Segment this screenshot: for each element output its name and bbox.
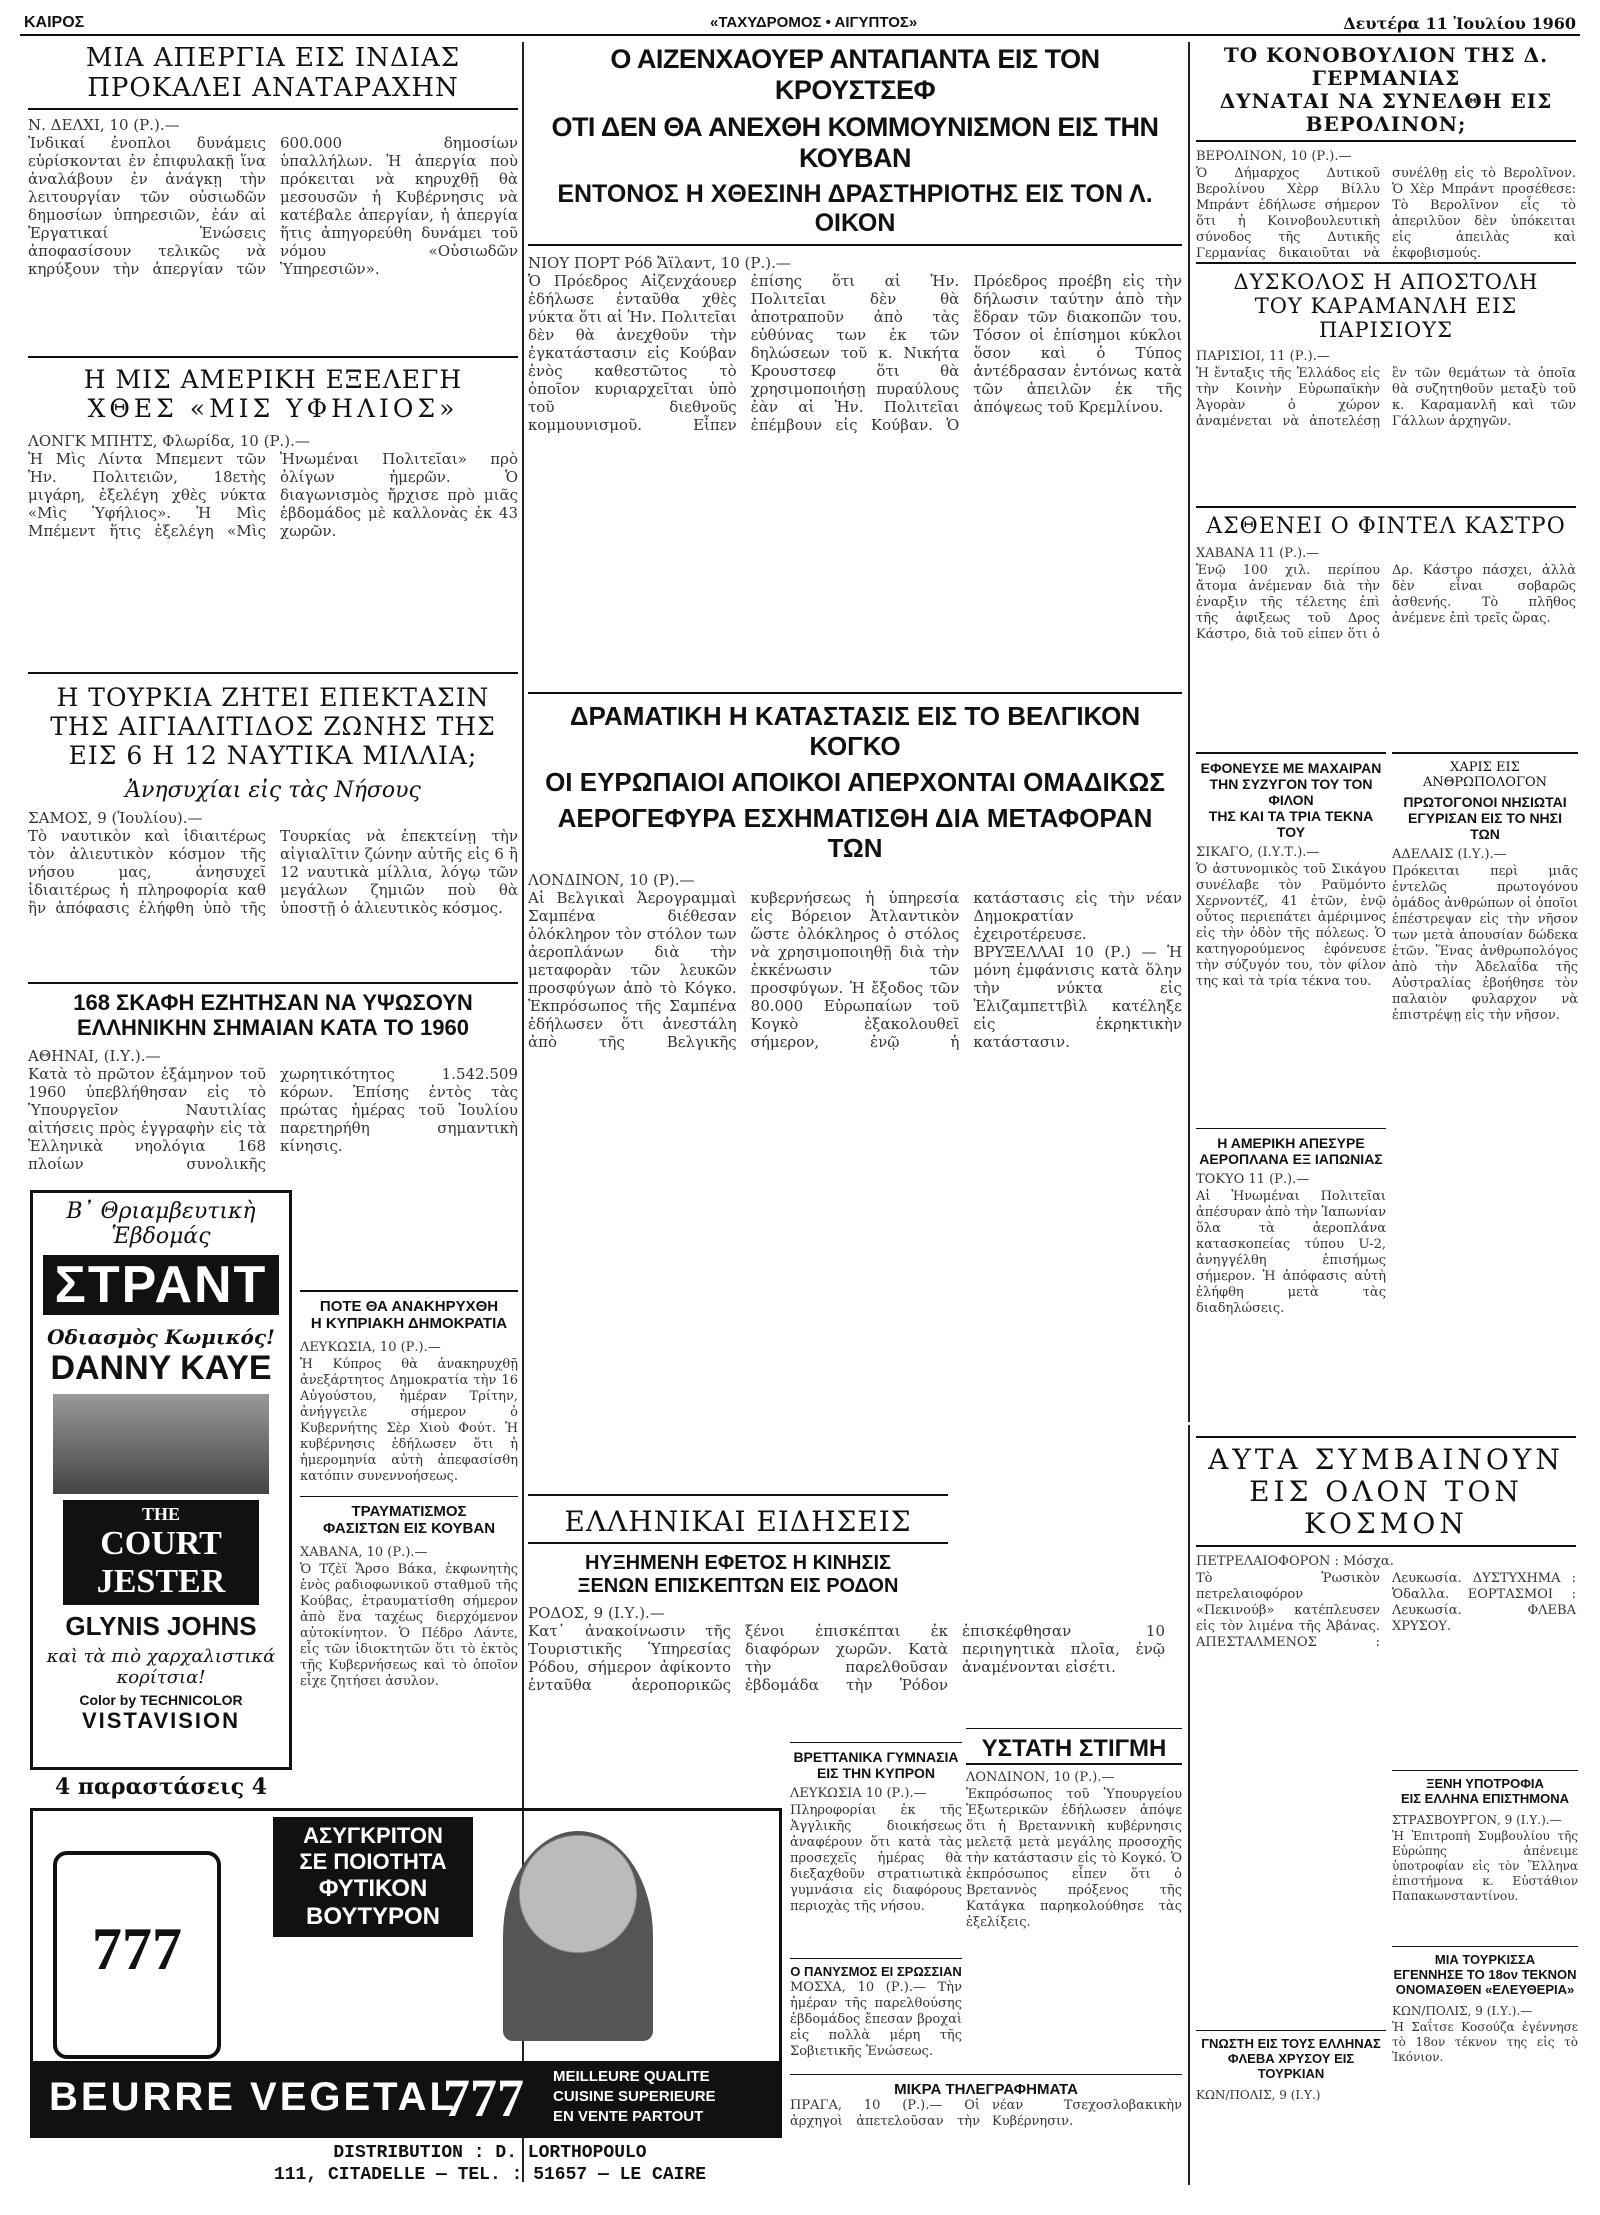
- article-karamanlis: [1196, 262, 1576, 502]
- butter-tag-1: MEILLEURE QUALITE: [553, 2068, 710, 2085]
- article-tiny: [790, 2074, 1182, 2184]
- headline-murder-2: ΤΗΝ ΣΥΖΥΓΟΝ ΤΟΥ ΤΟΝ ΦΙΛΟΝ: [1209, 776, 1373, 809]
- headline-goldvein: ΓΝΩΣΤΗ ΕΙΣ ΤΟΥΣ ΕΛΛΗΝΑΣ: [1201, 2036, 1381, 2051]
- butter-ad: [30, 1808, 782, 2138]
- dateline-turkgirl: ΚΩΝ/ΠΟΛΙΣ, 9 (Ι.Υ.).—: [1392, 2003, 1533, 2018]
- headline-bundestag: ΤΟ ΚΟΝΟΒΟΥΛΙΟΝ ΤΗΣ Δ. ΓΕΡΜΑΝΙΑΣ: [1223, 43, 1549, 90]
- headline-murder-3: ΤΗΣ ΚΑΙ ΤΑ ΤΡΙΑ ΤΕΚΝΑ ΤΟΥ: [1208, 808, 1374, 841]
- article-india: [28, 44, 518, 344]
- cinema-film-3: JESTER: [96, 1563, 226, 1600]
- headline-missamerica: Η ΜΙΣ ΑΜΕΡΙΚΗ ΕΞΕΛΕΓΗ: [83, 365, 463, 394]
- subheadline-greek-1: ΗΥΞΗΜΕΝΗ ΕΦΕΤΟΣ Η ΚΙΝΗΣΙΣ: [584, 1552, 892, 1575]
- dateline-world: ΠΕΤΡΕΛΑΙΟΦΟΡΟΝ : Μόσχα.: [1196, 1553, 1394, 1569]
- headline-ships-2: ΕΛΛΗΝΙΚΗΝ ΣΗΜΑΙΑΝ ΚΑΤΑ ΤΟ 1960: [77, 1015, 469, 1041]
- dateline-grace: ΑΔΕΛΑΙΣ (Ι.Υ.).—: [1392, 847, 1507, 863]
- headline-eisenhower-3: ΕΝΤΟΝΟΣ Η ΧΘΕΣΙΝΗ ΔΡΑΣΤΗΡΙΟΤΗΣ ΕΙΣ ΤΟΝ Λ. ΟΙΚΟΝ: [528, 180, 1182, 246]
- dateline-missamerica: ΛΟΝΓΚ ΜΠΗΤΣ, Φλωρίδα, 10 (Ρ.).—: [28, 431, 310, 450]
- article-students: [1392, 1770, 1578, 1940]
- headline-world-2: ΕΙΣ ΟΛΟΝ ΤΟΝ ΚΟΣΜΟΝ: [1196, 1476, 1576, 1546]
- body-cuba: Ὁ Τζὲϊ Ἄρσο Βάκα, ἐκφωνητὴς ἑνὸς ραδιοφωνικοῦ σταθμοῦ τῆς Κούβας, ἐτραυματίσθη σήμερον ἀπὸ ἕνα ταχέως διερχόμενον αὐτοκίνητον. Ὁ Πέδρο Λάντε, εἷς τῶν ἰδιοκτητῶν ὅτι τὸ ἐκτὸς τῆς Κυβερνήσεως καὶ τὸ ὁποῖον εἶχε ζητήσει ἀσυλον.: [300, 1561, 518, 1689]
- body-grace: Πρόκειται περὶ μιᾶς ἐντελῶς πρωτογόνου ὁμάδος ἀνθρώπων οἱ ὁποῖοι ἐπέστρεψαν εἰς τὴν νῆσον των μετὰ ἀπουσίαν δώδεκα ἐτῶν. Ἕνας ἀνθρωπολόγος ἀπὸ τὴν Ἀδελαΐδα τῆς Αὐστραλίας ἐβοήθησε τὸν παλαιὸν φυλαρχον νὰ ἐπιστρέψῃ εἰς τὴν νῆσον.: [1392, 864, 1578, 1024]
- body-turkey: Τὸ ναυτικὸν καὶ ἰδιαιτέρως τὸν ἁλιευτικὸν κόσμον τῆς νήσου μας, ἀνησυχεῖ ἰδιαιτέρως ἡ πληροφορία καθ ἣν ἀπόφασις ἐλήφθη ὑπὸ τῆς Τουρκίας νὰ ἐπεκτείνῃ τὴν αἰγιαλῖτιν ζώνην αὐτῆς εἰς 6 ἢ 12 ναυτικὰ μίλλια, λόγῳ τῶν μεγάλων ζημιῶν ποὺ θὰ ὑποστῇ ὁ ἁλιευτικὸς κόσμος.: [28, 827, 518, 918]
- butter-tag-2: CUISINE SUPERIEURE: [553, 2088, 716, 2105]
- butter-headline-1: ΑΣΥΓΚΡΙΤΟΝ: [303, 1823, 443, 1848]
- body-bundestag: Ὁ Δήμαρχος Δυτικοῦ Βερολίνου Χὲρρ Βίλλυ Μπράντ ἐδήλωσε σήμερον ὅτι ἡ Κοινοβουλευτικὴ σύνοδος τῆς Δυτικῆς Γερμανίας δικαιοῦται νὰ συνέλθῃ εἰς τὸ Βερολῖνον. Ὁ Χὲρ Μπράντ προσέθεσε: Τὸ Βερολῖνον εἶς τὸ ἀπεριλῦον δὲν ὑπόκειται εἰς ἀπειλὰς καὶ ἐκφοβισμούς.: [1196, 166, 1576, 261]
- butter-dist-2: 111, CITADELLE — TEL. : 51657 — LE CAIRE: [273, 2165, 707, 2185]
- butter-tin-icon: [53, 1851, 221, 2059]
- headline-cuba-2: ΦΑΣΙΣΤΩΝ ΕΙΣ ΚΟΥΒΑΝ: [322, 1520, 496, 1538]
- headline-eisenhower-2: ΟΤΙ ΔΕΝ ΘΑ ΑΝΕΧΘΗ ΚΟΜΜΟΥΝΙΣΜΟΝ ΕΙΣ ΤΗΝ ΚΟΥΒΑΝ: [551, 112, 1159, 174]
- headline-bundestag-2: ΔΥΝΑΤΑΙ ΝΑ ΣΥΝΕΛΘΗ ΕΙΣ ΒΕΡΟΛΙΝΟΝ;: [1196, 90, 1576, 142]
- article-greek: [528, 1494, 1165, 1724]
- masthead: [20, 14, 1580, 36]
- cinema-tagline: Οδιασμὸς Κωμικός!: [47, 1325, 275, 1349]
- headline-britishtroops-2: ΕΙΣ ΤΗΝ ΚΥΠΡΟΝ: [816, 1765, 936, 1782]
- dateline-india: Ν. ΔΕΛΧΙ, 10 (Ρ.).—: [28, 115, 180, 134]
- headline-turkgirl-3: ΟΝΟΜΑΣΘΕΝ «ΕΛΕΥΘΕΡΙΑ»: [1395, 1981, 1575, 1997]
- headline-ships: 168 ΣΚΑΦΗ ΕΖΗΤΗΣΑΝ ΝΑ ΥΨΩΣΟΥΝ: [73, 990, 473, 1015]
- headline-cyprus: ΠΟΤΕ ΘΑ ΑΝΑΚΗΡΥΧΘΗ: [319, 1298, 499, 1315]
- dateline-eisenhower: ΝΙΟΥ ΠΟΡΤ Ρόδ Ἄϊλαντ, 10 (Ρ.).—: [528, 253, 791, 272]
- article-grace: [1392, 752, 1578, 1428]
- headline-cuba: ΤΡΑΥΜΑΤΙΣΜΟΣ: [351, 1503, 467, 1520]
- headline-world: ΑΥΤΑ ΣΥΜΒΑΙΝΟΥΝ: [1208, 1443, 1564, 1476]
- headline-britishtroops: ΒΡΕΤΤΑΝΙΚΑ ΓΥΜΝΑΣΙΑ: [793, 1749, 959, 1765]
- chef-icon: [503, 1831, 653, 2041]
- body-murder: Ὁ ἀστυνομικὸς τοῦ Σικάγου συνέλαβε τὸν Ραϋμόντο Χερνοντέζ, 41 ἐτῶν, ἐνῷ οὗτος περιεπάτει ἀμέριμνος εἰς τὴν ὁδὸν τῆς πόλεως. Ὁ κατηγορούμενος ἐφόνευσε τὴν σύζυγόν του, τὸν φίλον της καὶ τὰ τρία τέκνα του.: [1196, 862, 1386, 990]
- body-eisenhower: Ὁ Πρόεδρος Αἰζενχάουερ ἐδήλωσε ἐνταῦθα χθὲς νύκτα ὅτι αἱ Ἡν. Πολιτεῖαι δὲν θὰ ἀνεχθοῦν τὴν ἐγκατάστασιν εἰς Κούβαν ἑνὸς καθεστῶτος τὸ ὁποῖον κυριαρχεῖται ὑπὸ τοῦ διεθνοῦς κομμουνισμοῦ. Εἶπεν ἐπίσης ὅτι αἱ Ἡν. Πολιτεῖαι δὲν θὰ ἀποτραποῦν ἀπὸ τὰς εὐθύνας των ἐκ τῶν δηλώσεων τοῦ κ. Νικήτα Κρουστσεφ ὅτι θὰ χρησιμοποιήσῃ πυραύλους ἐὰν αἱ Ἡν. Πολιτεῖαι ἐπέμβουν εἰς Κούβαν. Ὁ Πρόεδρος προέβη εἰς τὴν δήλωσιν ταύτην ἀπὸ τὴν ἕδραν τῶν διακοπῶν του. Τόσον οἱ ἐπίσημοι κύκλοι ὅσον καὶ ὁ Τύπος ἀντέδρασαν ἐντόνως κατὰ τῶν ἀπειλῶν ἐκ τῆς ἀπόψεως τοῦ Κρεμλίνου.: [528, 271, 1182, 434]
- dateline-turkey: ΣΑΜΟΣ, 9 (Ἰουλίου).—: [28, 809, 203, 828]
- dateline-castro: ΧΑΒΑΝΑ 11 (Ρ.).—: [1196, 546, 1320, 562]
- article-usjapan: [1196, 1128, 1386, 1428]
- article-ships: [28, 982, 518, 1182]
- article-panhydrism: [790, 1958, 962, 2068]
- headline-goldvein-2: ΦΛΕΒΑ ΧΡΥΣΟΥ ΕΙΣ ΤΟΥΡΚΙΑΝ: [1227, 2050, 1355, 2081]
- body-usjapan: Αἱ Ἡνωμέναι Πολιτεῖαι ἀπέσυραν ἀπὸ τὴν Ἰαπωνίαν ὅλα τὰ ἀεροπλάνα κατασκοπείας τύπου U-2, ἀνηγγέλθη ἐπισήμως σήμερον. Ἡ ἀπόφασις αὐτὴ ἐλήφθη μετὰ τὰς διαδηλώσεις.: [1196, 1189, 1386, 1317]
- article-castro: [1196, 506, 1576, 746]
- headline-congo: ΔΡΑΜΑΤΙΚΗ Η ΚΑΤΑΣΤΑΣΙΣ ΕΙΣ ΤΟ ΒΕΛΓΙΚΟΝ ΚΟΓΚΟ: [569, 701, 1141, 761]
- body-britishtroops: Πληροφορίαι ἐκ τῆς Ἀγγλικῆς διοικήσεως ἀναφέρουν ὅτι κατὰ τὰς προσεχεῖς ἡμέρας θὰ διεξαχθοῦν στρατιωτικὰ γυμνάσια εἰς διαφόρους περιοχὰς τῆς νήσου.: [790, 1803, 962, 1915]
- butter-dist-1: DISTRIBUTION : D. LORTHOPOULO: [333, 2143, 647, 2163]
- headline-india: ΜΙΑ ΑΠΕΡΓΙΑ ΕΙΣ ΙΝΔΙΑΣ: [85, 43, 461, 73]
- subtitle-turkey: Ἀνησυχίαι εἰς τὰς Νήσους: [125, 778, 421, 804]
- body-castro: Ἐνῷ 100 χιλ. περίπου ἄτομα ἀνέμεναν διὰ τὴν ἐναρξιν τῆς τέλετης ἐπὶ τῆς ἀφιξεως τοῦ Δρος Κάστρο, διὰ τοῦ εἰπεν ὅτι ὁ Δρ. Κάστρο πάσχει, ἀλλὰ δὲν εἶναι σοβαρῶς ἀσθενής. Τὸ πλῆθος ἀνέμενε ἐπὶ τρεῖς ὥρας.: [1196, 563, 1576, 643]
- headline-murder: ΕΦΟΝΕΥΣΕ ΜΕ ΜΑΧΑΙΡΑΝ: [1200, 760, 1382, 776]
- cinema-film-1: THE: [141, 1504, 180, 1524]
- article-bundestag: [1196, 44, 1576, 259]
- butter-headline-box: [273, 1817, 473, 1937]
- headline-castro: ΑΣΘΕΝΕΙ Ο ΦΙΝΤΕΛ ΚΑΣΤΡΟ: [1206, 514, 1566, 539]
- butter-taglines: [553, 2067, 716, 2127]
- headline-students: ΞΕΝΗ ΥΠΟΤΡΟΦΙΑ: [1426, 1776, 1544, 1791]
- masthead-center: «ΤΑΧΥΔΡΟΜΟΣ • ΑΙΓΥΠΤΟΣ»: [710, 14, 918, 31]
- cinema-actor-2: GLYNIS JOHNS: [65, 1611, 257, 1641]
- headline-india-2: ΠΡΟΚΑΛΕΙ ΑΝΑΤΑΡΑΧΗΝ: [28, 74, 518, 110]
- headline-tiny: ΜΙΚΡΑ ΤΗΛΕΓΡΑΦΗΜΑΤΑ: [894, 2081, 1078, 2098]
- body-lastminute: Ἐκπρόσωπος τοῦ Ὑπουργείου Ἐξωτερικῶν ἐδήλωσεν ἀπόψε ὅτι ἡ Βρεταννικὴ κυβέρνησις μελετᾷ μετὰ μεγάλης προσοχῆς τὴν κατάστασιν εἰς τὸ Κογκό. Ὁ ἐκπρόσωπος εἶπεν ὅτι ὁ Βρεταννὸς πρόξενος τῆς Κατάγκα παρηκολούθησε τὰς ἐξελίξεις.: [966, 1786, 1182, 1930]
- headline-missamerica-2: ΧΘΕΣ «ΜΙΣ ΥΦΗΛΙΟΣ»: [87, 393, 459, 423]
- headline-karamanlis: ΔΥΣΚΟΛΟΣ Η ΑΠΟΣΤΟΛΗ: [1233, 270, 1539, 294]
- body-tiny: ΠΡΑΓΑ, 10 (Ρ.).— Οἱ ἀρχηγοὶ ἀπετελοῦσαν τὴν νέαν Τσεχοσλοβακικὴν Κυβέρνησιν.: [790, 2098, 1182, 2130]
- cinema-photo: [53, 1394, 269, 1494]
- headline-usjapan: Η ΑΜΕΡΙΚΗ ΑΠΕΣΥΡΕ: [1217, 1135, 1365, 1151]
- butter-tin-brand: 777: [92, 1916, 182, 1982]
- butter-distribution: [190, 2142, 790, 2192]
- dateline-usjapan: ΤΟΚΥΟ 11 (Ρ.).—: [1196, 1172, 1310, 1188]
- body-missamerica: Ἡ Μὶς Λίντα Μπεμεντ τῶν Ἡν. Πολιτειῶν, 18ετὴς μιγάρη, ἐξελέγη χθὲς νύκτα «Μὶς Ὑφήλιος». Ἡ Μὶς Μπέμεντ ἥτις ἐξελέγη «Μὶς Ἡνωμέναι Πολιτεῖαι» πρὸ ὀλίγων ἡμερῶν. Ὁ διαγωνισμὸς ἤρχισε πρὸ μιᾶς ἑβδομάδος μὲ καλλονὰς ἐκ 43 χωρῶν.: [28, 449, 518, 540]
- headline-panhydrism: Ο ΠΑΝΥΣΜΟΣ ΕΙ ΣΡΩΣΣΙΑΝ: [790, 1964, 962, 1979]
- cinema-venue: ΣΤΡΑΝΤ: [43, 1255, 279, 1315]
- headline-congo-2: ΟΙ ΕΥΡΩΠΑΙΟΙ ΑΠΟΙΚΟΙ ΑΠΕΡΧΟΝΤΑΙ ΟΜΑΔΙΚΩΣ: [545, 766, 1165, 797]
- body-karamanlis: Ἡ ἔνταξις τῆς Ἑλλάδος εἰς τὴν Κοινὴν Εὐρωπαϊκὴν Ἀγορὰν ὁ χώρον ἀναμένεται νὰ ἀποτελέσῃ ἓν τῶν θεμάτων τὰ ὁποῖα θὰ συζητηθοῦν μεταξὺ τοῦ κ. Καραμανλῆ καὶ τῶν Γάλλων ἀρχηγῶν.: [1196, 366, 1576, 430]
- headline-turkgirl-2: ΕΓΕΝΝΗΣΕ ΤΟ 18ον ΤΕΚΝΟΝ: [1393, 1966, 1577, 1982]
- body-india: Ἰνδικαί ἐνοπλοι δυνάμεις εὑρίσκονται ἐν ἐπιφυλακῇ ἵνα ἀναλάβουν ἐν ἀνάγκῃ τὴν λειτουργίαν τῶν οὐσιωδῶν δημοσίων ὑπηρεσιῶν, ἐάν αἱ Ἐργατικαί Ἑνώσεις ἀποφασίσουν τελικῶς νὰ κηρύξουν τὴν ἀπεργίαν τῶν 600.000 δημοσίων ὑπαλλήλων. Ἡ ἀπεργία ποὺ πρόκειται νὰ κηρυχθῇ θὰ μεσουσῶν ἡ Κυβέρνησις νὰ κατέβαλε ἀπεργίαν, ἡ ἀπεργία ἥτις ἀπηγορεύθη δυνάμει τοῦ νόμου «Οὐσιωδῶν Ὑπηρεσιῶν».: [28, 133, 518, 278]
- cinema-film-banner: [63, 1500, 259, 1605]
- dateline-ships: ΑΘΗΝΑΙ, (Ι.Υ.).—: [28, 1046, 161, 1065]
- body-world: Τὸ Ῥωσικὸν πετρελαιοφόρον «Πεκινούβ» κατέπλευσεν εἰς τὸν λιμένα τῆς Ἀβάνας. ΑΠΕΣΤΑΛΜΕΝΟΣ : Λευκωσία. ΔΥΣΤΥΧΗΜΑ : Ὁδαλλα. ΕΟΡΤΑΣΜΟΙ : Λευκωσία. ΦΛΕΒΑ ΧΡΥΣΟΥ.: [1196, 1570, 1576, 1650]
- headline-eisenhower: Ο ΑΙΖΕΝΧΑΟΥΕΡ ΑΝΤΑΠΑΝΤΑ ΕΙΣ ΤΟΝ ΚΡΟΥΣΤΣΕΦ: [610, 44, 1100, 106]
- headline-greek: ΕΛΛΗΝΙΚΑΙ ΕΙΔΗΣΕΙΣ: [528, 1506, 948, 1544]
- article-turkey: [28, 672, 518, 972]
- dateline-cyprus: ΛΕΥΚΩΣΙΑ, 10 (Ρ.).—: [300, 1339, 441, 1355]
- body-turkgirl: Ἡ Σαΐτσε Κοσούζα ἐγέννησε τὸ 18ον τέκνον της εἰς τὸ Ἰκόνιον.: [1392, 2019, 1578, 2064]
- article-eisenhower: [528, 44, 1182, 684]
- article-turkgirl: [1392, 1946, 1578, 2180]
- article-britishtroops: [790, 1742, 962, 1952]
- cinema-ad: [30, 1190, 292, 1770]
- headline-lastminute: ΥΣΤΑΤΗ ΣΤΙΓΜΗ: [966, 1735, 1182, 1765]
- butter-brand-2: 777: [443, 2068, 524, 2128]
- headline-karamanlis-2: ΤΟΥ ΚΑΡΑΜΑΝΛΗ ΕΙΣ ΠΑΡΙΣΙΟΥΣ: [1254, 294, 1518, 343]
- cinema-film-2: COURT: [100, 1525, 222, 1562]
- butter-product: BEURRE VEGETAL: [49, 2075, 457, 2119]
- article-lastminute: [966, 1728, 1182, 2068]
- dateline-students: ΣΤΡΑΣΒΟΥΡΓΟΝ, 9 (Ι.Υ.).—: [1392, 1812, 1562, 1827]
- kicker-grace: ΧΑΡΙΣ ΕΙΣ ΑΝΘΡΩΠΟΛΟΓΟΝ: [1422, 760, 1548, 790]
- body-panhydrism: ΜΟΣΧΑ, 10 (Ρ.).— Τὴν ἡμέραν τῆς παρελθούσης ἐβδομάδος ἔπεσαν βροχαὶ εἰς πολλὰ μέρη τῆς Σοβιετικῆς Ἑνώσεως.: [790, 1979, 962, 2059]
- headline-turkgirl: ΜΙΑ ΤΟΥΡΚΙΣΣΑ: [1434, 1952, 1536, 1967]
- cinema-color: Color by TECHNICOLOR: [79, 1692, 243, 1708]
- dateline-congo: ΛΟΝΔΙΝΟΝ, 10 (Ρ).—: [528, 871, 695, 890]
- dateline-karamanlis: ΠΑΡΙΣΙΟΙ, 11 (Ρ.).—: [1196, 349, 1330, 365]
- body-ships: Κατὰ τὸ πρῶτον ἑξάμηνον τοῦ 1960 ὑπεβλήθησαν εἰς τὸ Ὑπουργεῖον Ναυτιλίας αἰτήσεις πρὸς ἐγγραφὴν εἰς τὰ Ἑλληνικὰ νηολόγια 168 πλοίων συνολικῆς χωρητικότητος 1.542.509 κόρων. Ἐπίσης ἐντὸς τὰς πρώτας ἡμέρας τοῦ Ἰουλίου παρετηρήθη σημαντικὴ κίνησις.: [28, 1064, 518, 1173]
- dateline-cuba: ΧΑΒΑΝΑ, 10 (Ρ.).—: [300, 1544, 428, 1560]
- article-murder: [1196, 752, 1386, 1122]
- headline-congo-3: ΑΕΡΟΓΕΦΥΡΑ ΕΣΧΗΜΑΤΙΣΘΗ ΔΙΑ ΜΕΤΑΦΟΡΑΝ ΤΩΝ: [557, 802, 1153, 863]
- headline-turkey-2: ΤΗΣ ΑΙΓΙΑΛΙΤΙΔΟΣ ΖΩΝΗΣ ΤΗΣ: [50, 711, 496, 741]
- article-world: [1196, 1436, 1576, 1766]
- butter-headline-2: ΣΕ ΠΟΙΟΤΗΤΑ: [299, 1849, 447, 1874]
- body-students: Ἡ Ἐπιτροπὴ Συμβουλίου τῆς Εὐρώπης ἀπένειμε ὑποτροφίαν εἰς τὸν Ἕλληνα ἐπιστήμονα κ. Εὐστάθιον Παπακωνσταντίνου.: [1392, 1828, 1578, 1903]
- headline-turkey: Η ΤΟΥΡΚΙΑ ΖΗΤΕΙ ΕΠΕΚΤΑΣΙΝ: [56, 683, 490, 712]
- butter-tag-3: EN VENTE PARTOUT: [553, 2108, 704, 2125]
- butter-headline-4: ΒΟΥΤΥΡΟΝ: [305, 1903, 440, 1930]
- dateline-lastminute: ΛΟΝΔΙΝΟΝ, 10 (Ρ.).—: [966, 1769, 1115, 1785]
- headline-cyprus-2: Η ΚΥΠΡΙΑΚΗ ΔΗΜΟΚΡΑΤΙΑ: [310, 1315, 508, 1333]
- headline-grace-2: ΕΓΥΡΙΣΑΝ ΕΙΣ ΤΟ ΝΗΣΙ ΤΩΝ: [1408, 810, 1562, 843]
- body-greek: Κατ᾿ ἀνακοίνωσιν τῆς Τουριστικῆς Ὑπηρεσίας Ρόδου, σήμερον ἀφίκοντο ἐνταῦθα ἀεροπορικῶς ξένοι ἐπισκέπται ἐκ διαφόρων χωρῶν. Κατὰ τὴν παρελθοῦσαν ἑβδομάδα τὴν Ῥόδον ἐπισκέφθησαν 10 περιηγητικὰ πλοῖα, ἐνῷ ἀναμένονται εἰσέτι.: [528, 1622, 1165, 1695]
- masthead-date: Δευτέρα 11 Ἰουλίου 1960: [1343, 14, 1576, 33]
- headline-grace: ΠΡΩΤΟΓΟΝΟΙ ΝΗΣΙΩΤΑΙ: [1403, 794, 1567, 810]
- dateline-goldvein: ΚΩΝ/ΠΟΛΙΣ, 9 (Ι.Υ.): [1196, 2087, 1321, 2102]
- masthead-left: ΚΑΙΡΟΣ: [24, 14, 85, 31]
- article-cyprus: [300, 1290, 518, 1490]
- headline-students-2: ΕΙΣ ΕΛΛΗΝΑ ΕΠΙΣΤΗΜΟΝΑ: [1400, 1790, 1569, 1806]
- article-cuba: [300, 1496, 518, 1796]
- headline-usjapan-2: ΑΕΡΟΠΛΑΝΑ ΕΞ ΙΑΠΩΝΙΑΣ: [1199, 1151, 1383, 1168]
- body-congo: Αἱ Βελγικαὶ Ἀερογραμμαὶ Σαμπένα διέθεσαν ὁλόκληρον τὸν στόλον των ἀεροπλάνων διὰ τὴν μεταφορὰν τῶν λευκῶν προσφύγων ἀπὸ τὸ Κόγκο. Ἐκπρόσωπος τῆς Σαμπένα ἐδήλωσεν ὅτι ἀνεστάλη ἀπὸ τῆς Βελγικῆς κυβερνήσεως ἡ ὑπηρεσία εἰς Βόρειον Ἀτλαντικὸν ὥστε ὁλόκληρος ὁ στόλος νὰ χρησιμοποιηθῇ διὰ τὴν ἐκκένωσιν τῶν προσφύγων. Ἡ ἔξοδος τῶν 80.000 Εὐρωπαίων τοῦ Κογκὸ ἐξακολουθεῖ σήμερον, ἐνῷ ἡ κατάστασις εἰς τὴν νέαν Δημοκρατίαν ἐχειροτέρευσε. ΒΡΥΞΕΛΛΑΙ 10 (Ρ.) — Ἡ μόνη ἐμφάνισις κατὰ ὅλην τὴν νύκτα εἰς Ἐλιζαμπεττβὶλ κατέληξε εἰς ἐκρηκτικὴν κατάστασιν.: [528, 889, 1182, 1052]
- cinema-format: VISTAVISION: [81, 1708, 241, 1733]
- subheadline-greek-2: ΞΕΝΩΝ ΕΠΙΣΚΕΠΤΩΝ ΕΙΣ ΡΟΔΟΝ: [577, 1575, 899, 1598]
- cinema-shows: 4 παραστάσεις 4: [54, 1774, 268, 1800]
- dateline-greek: ΡΟΔΟΣ, 9 (Ι.Υ.).—: [528, 1604, 665, 1623]
- article-missamerica: [28, 356, 518, 656]
- article-goldvein: [1196, 2030, 1386, 2180]
- cinema-slogan: καὶ τὰ πιὸ χαρχαλιστικά κορίτσια!: [46, 1646, 276, 1688]
- dateline-britishtroops: ΛΕΥΚΩΣΙΑ 10 (Ρ.).—: [790, 1786, 927, 1802]
- dateline-bundestag: ΒΕΡΟΛΙΝΟΝ, 10 (Ρ.).—: [1196, 149, 1352, 164]
- cinema-actor: DANNY KAYE: [50, 1349, 272, 1387]
- article-congo: [528, 692, 1182, 1482]
- body-cyprus: Ἡ Κύπρος θὰ ἀνακηρυχθῇ ἀνεξάρτητος Δημοκρατία τὴν 16 Αὐγούστου, ἡμέραν Τρίτην, ἀνήγγειλε σήμερον ὁ Κυβερνήτης Σὲρ Χιοὺ Φούτ. Ἡ κυβέρνησις ἐδήλωσεν ὅτι ἡ ἡμερομηνία αὐτὴ ἀπεφασίσθη κατόπιν συνεννοήσεως.: [300, 1356, 518, 1484]
- butter-product-bar: [33, 2061, 779, 2135]
- headline-turkey-3: ΕΙΣ 6 Η 12 ΝΑΥΤΙΚΑ ΜΙΛΛΙΑ;: [68, 740, 478, 770]
- dateline-murder: ΣΙΚΑΓΟ, (Ι.Υ.Τ.).—: [1196, 845, 1320, 861]
- butter-headline-3: ΦΥΤΙΚΟΝ: [318, 1875, 428, 1902]
- cinema-label: Β᾿ Θριαμβευτικὴ Ἑβδομάς: [66, 1199, 256, 1249]
